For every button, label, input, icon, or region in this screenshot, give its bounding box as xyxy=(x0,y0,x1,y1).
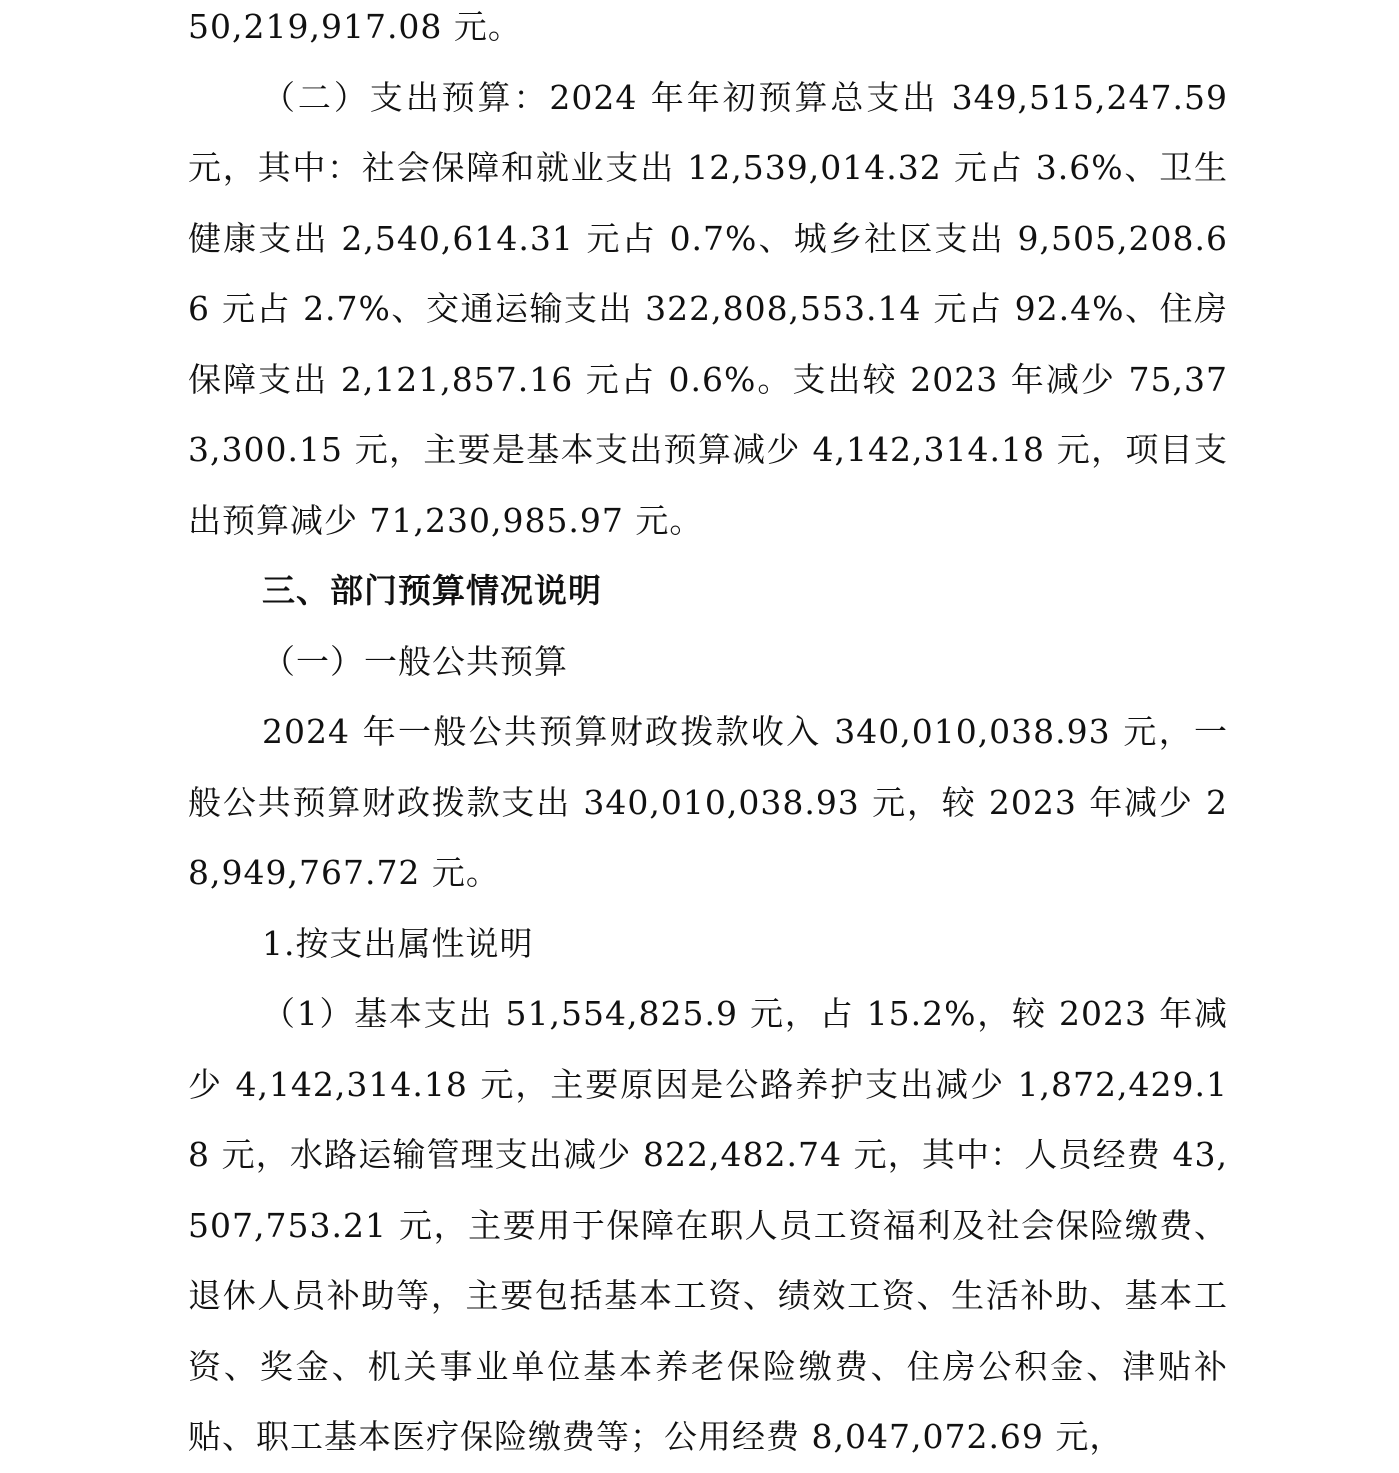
paragraph-continuation: 50,219,917.08 元。 xyxy=(188,7,522,46)
subheading-general-public-budget: （一）一般公共预算 xyxy=(262,641,568,681)
paragraph-basic-expenditure: （1）基本支出 51,554,825.9 元，占 15.2%，较 2023 年减少 4,142,314.18 元，主要原因是公路养护支出减少 1,872,429.18 元，水路运输管理支出减少 822,482.74 元，其中：人员经费 43,507,753.21 元，主要用于保障在职人员工资福利及社会保险缴费、退休人员补助等，主要包括基本工资、绩效工资、生活补助、基本工资、奖金、机关事业单位基本养老保险缴费、住房公积金、津贴补贴、职工基本医疗保险缴费等；公用经费 8,047,072.69 元， xyxy=(188,994,1228,1456)
paragraph-expenditure-budget: （二）支出预算：2024 年年初预算总支出 349,515,247.59 元，其中：社会保障和就业支出 12,539,014.32 元占 3.6%、卫生健康支出 2,540,614.31 元占 0.7%、城乡社区支出 9,505,208.66 元占 2.7%、交通运输支出 322,808,553.14 元占 92.4%、住房保障支出 2,121,857.16 元占 0.6%。支出较 2023 年减少 75,373,300.15 元，主要是基本支出预算减少 4,142,314.18 元，项目支出预算减少 71,230,985.97 元。 xyxy=(188,77,1228,540)
section-heading-department-budget: 三、部门预算情况说明 xyxy=(262,571,602,610)
paragraph-general-public-budget: 2024 年一般公共预算财政拨款收入 340,010,038.93 元，一般公共预算财政拨款支出 340,010,038.93 元，较 2023 年减少 28,949,767.72 元。 xyxy=(188,712,1228,892)
document-page xyxy=(188,0,1228,1473)
subheading-by-expenditure-attribute: 1.按支出属性说明 xyxy=(262,923,534,963)
